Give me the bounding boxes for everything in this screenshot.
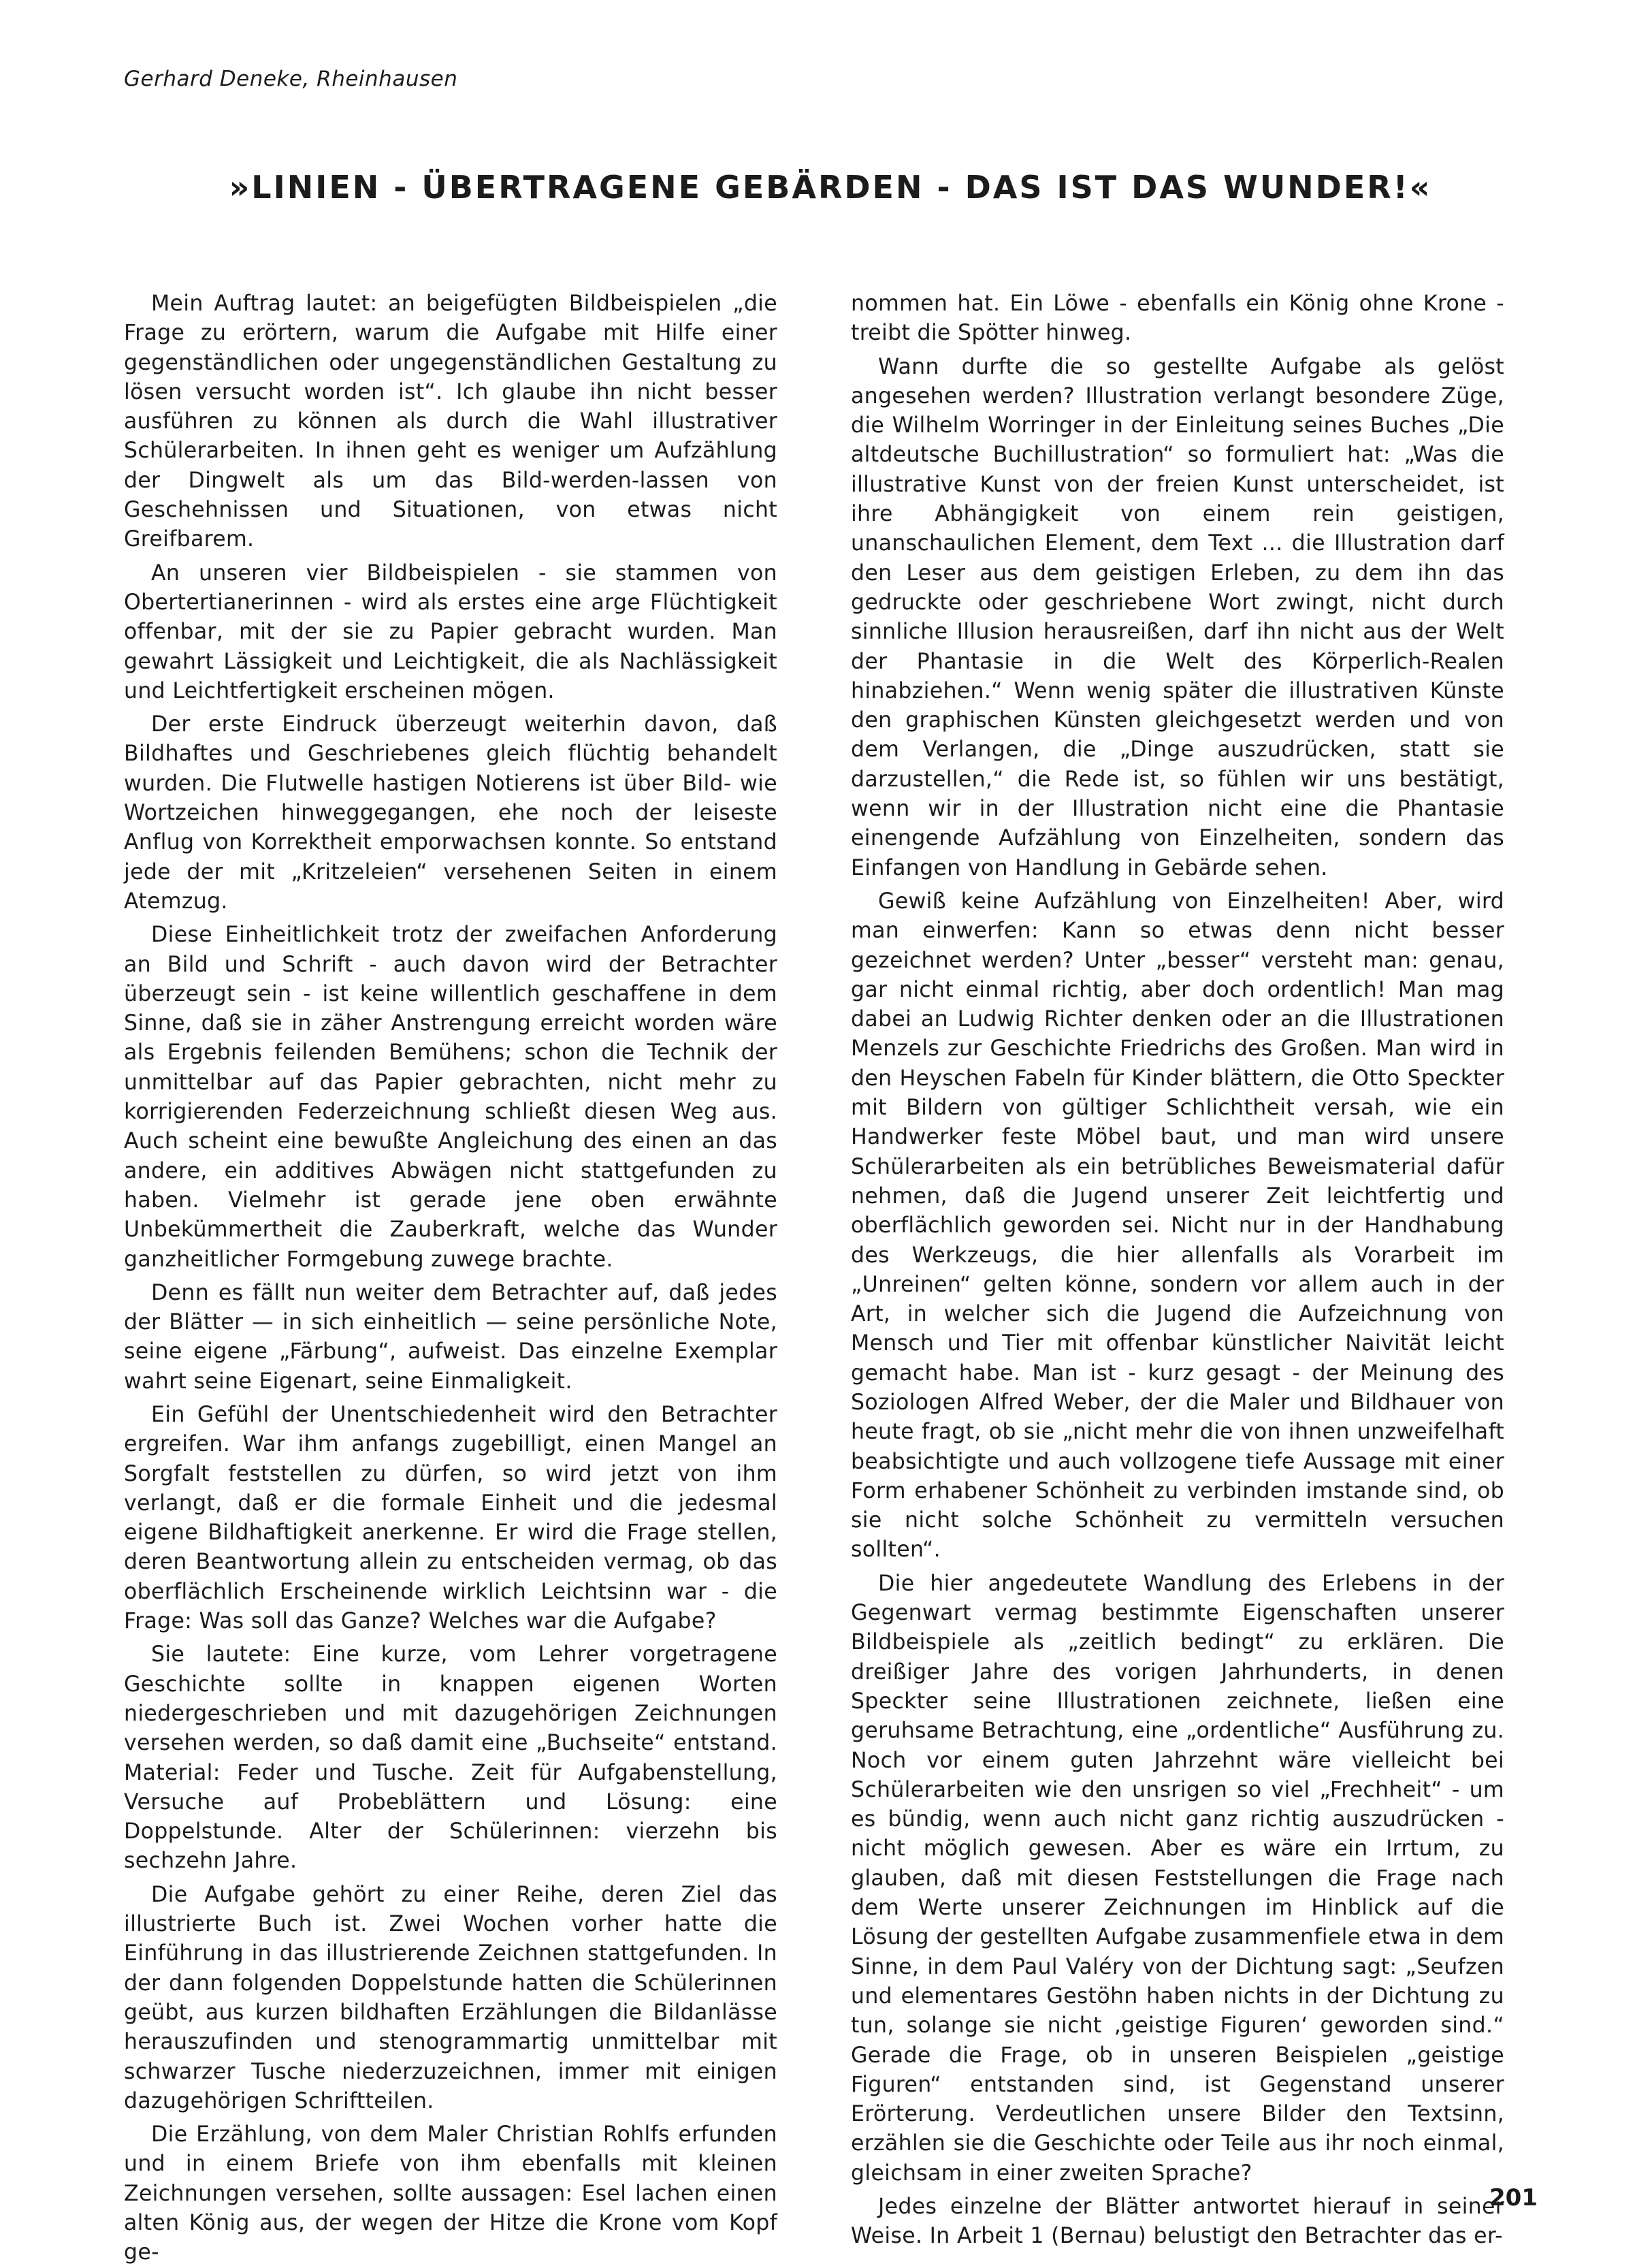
paragraph: Diese Einheitlichkeit trotz der zweifachen Anforderung an Bild und Schrift - auch davon wird der Betrachter überzeugt sein - ist keine willentlich geschaffene in dem Sinne, daß sie in zäher Anstrengung erreicht worden wäre als Ergebnis feilenden Bemühens; schon die Technik der unmittelbar auf das Papier gebrachten, nicht mehr zu korrigierenden Federzeichnung schließt diesen Weg aus. Auch scheint eine bewußte Angleichung des einen an das andere, ein additives Abwägen nicht stattgefunden zu haben. Vielmehr ist gerade jene oben erwähnte Unbekümmertheit die Zauberkraft, welche das Wunder ganzheitlicher Formgebung zuwege brachte.	[124, 923, 777, 1272]
paragraph: Gewiß keine Aufzählung von Einzelheiten! Aber, wird man einwerfen: Kann so etwas denn nicht besser gezeichnet werden? Unter „besser“ versteht man: genau, gar nicht einmal richtig, aber doch ordentlich! Man mag dabei an Ludwig Richter denken oder an die Illustrationen Menzels zur Geschichte Friedrichs des Großen. Man wird in den Heyschen Fabeln für Kinder blättern, die Otto Speckter mit Bildern von gültiger Schlichtheit versah, wie ein Handwerker feste Möbel baut, und man wird unsere Schülerarbeiten als ein betrübliches Beweismaterial dafür nehmen, daß die Jugend unserer Zeit leichtfertig und oberflächlich geworden sei. Nicht nur in der Handhabung des Werkzeugs, die hier allenfalls als Vorarbeit im „Unreinen“ gelten könne, sondern vor allem auch in der Art, in welcher sich die Jugend die Aufzeichnung von Mensch und Tier mit offenbar künstlicher Naivität leicht gemacht habe. Man ist - kurz gesagt - der Meinung des Soziologen Alfred Weber, der die Maler und Bildhauer von heute fragt, ob sie „nicht mehr die von ihnen unzweifelhaft beabsichtigte und auch vollzogene tiefe Aussage mit einer Form erhabener Schönheit zu verbinden imstande sind, ob sie nicht solche Schönheit zu vermitteln versuchen sollten“.	[851, 889, 1504, 1563]
paragraph: An unseren vier Bildbeispielen - sie stammen von Obertertianerinnen - wird als erstes eine arge Flüchtigkeit offenbar, mit der sie zu Papier gebracht wurden. Man gewahrt Lässigkeit und Leichtigkeit, die als Nachlässigkeit und Leichtfertigkeit erscheinen mögen.	[124, 560, 777, 703]
article-title: »LINIEN - ÜBERTRAGENE GEBÄRDEN - DAS IST DAS WUNDER!«	[229, 169, 1432, 206]
paragraph: Die Erzählung, von dem Maler Christian Rohlfs erfunden und in einem Briefe von ihm ebenfalls mit kleinen Zeichnungen versehen, sollte aussagen: Esel lachen einen alten König aus, der wegen der Hitze die Krone vom Kopf ge-	[124, 2122, 777, 2265]
paragraph-continued: nommen hat. Ein Löwe - ebenfalls ein König ohne Krone - treibt die Spötter hinweg.	[851, 291, 1504, 346]
paragraph: Die Aufgabe gehört zu einer Reihe, deren Ziel das illustrierte Buch ist. Zwei Wochen vorher hatte die Einführung in das illustrierende Zeichnen stattgefunden. In der dann folgenden Doppelstunde hatten die Schülerinnen geübt, aus kurzen bildhaften Erzählungen die Bildanlässe herauszufinden und stenogrammartig unmittelbar mit schwarzer Tusche niederzuzeichnen, immer mit einigen dazugehörigen Schriftteilen.	[124, 1882, 777, 2113]
paragraph: Denn es fällt nun weiter dem Betrachter auf, daß jedes der Blätter — in sich einheitlich — seine persönliche Note, seine eigene „Färbung“, aufweist. Das einzelne Exemplar wahrt seine Eigenart, seine Einmaligkeit.	[124, 1280, 777, 1394]
paragraph: Ein Gefühl der Unentschiedenheit wird den Betrachter ergreifen. War ihm anfangs zugebilligt, einen Mangel an Sorgfalt feststellen zu dürfen, so wird jetzt von ihm verlangt, daß er die formale Einheit und die jedesmal eigene Bildhaftigkeit anerkenne. Er wird die Frage stellen, deren Beantwortung allein zu entscheiden vermag, ob das oberflächlich Erscheinende wirklich Leichtsinn war - die Frage: Was soll das Ganze? Welches war die Aufgabe?	[124, 1402, 777, 1634]
paragraph: Die hier angedeutete Wandlung des Erlebens in der Gegenwart vermag bestimmte Eigenschaften unserer Bildbeispiele als „zeitlich bedingt“ zu erklären. Die dreißiger Jahre des vorigen Jahrhunderts, in denen Speckter seine Illustrationen zeichnete, ließen eine geruhsame Betrachtung, eine „ordentliche“ Ausführung zu. Noch vor einem guten Jahrzehnt wäre vielleicht bei Schülerarbeiten wie den unsrigen so viel „Frechheit“ - um es bündig, wenn auch nicht ganz richtig auszudrücken - nicht möglich gewesen. Aber es wäre ein Irrtum, zu glauben, daß mit diesen Feststellungen die Frage nach dem Werte unserer Zeichnungen im Hinblick auf die Lösung der gestellten Aufgabe zusammenfiele etwa in dem Sinne, in dem Paul Valéry von der Dichtung sagt: „Seufzen und elementares Gestöhn haben nichts in der Dichtung zu tun, solange sie nicht ‚geistige Figuren‘ geworden sind.“ Gerade die Frage, ob in unseren Beispielen „geistige Figuren“ entstanden sind, ist Gegenstand unserer Erörterung. Verdeutlichen unsere Bilder den Textsinn, erzählen sie die Geschichte oder Teile aus ihr noch einmal, gleichsam in einer zweiten Sprache?	[851, 1571, 1504, 2186]
author-line: Gerhard Deneke, Rheinhausen	[124, 67, 458, 91]
right-column	[851, 289, 1504, 2249]
page-number: 201	[1489, 2184, 1538, 2211]
left-column	[124, 289, 777, 2265]
paragraph: Mein Auftrag lautet: an beigefügten Bildbeispielen „die Frage zu erörtern, warum die Aufgabe mit Hilfe einer gegenständlichen oder ungegenständlichen Gestaltung zu lösen versucht worden ist“. Ich glaube ihn nicht besser ausführen zu können als durch die Wahl illustrativer Schülerarbeiten. In ihnen geht es weniger um Aufzählung der Dingwelt als um das Bild-werden-lassen von Geschehnissen und Situationen, von etwas nicht Greifbarem.	[124, 291, 777, 552]
paragraph: Der erste Eindruck überzeugt weiterhin davon, daß Bildhaftes und Geschriebenes gleich flüchtig behandelt wurden. Die Flutwelle hastigen Notierens ist über Bild- wie Wortzeichen hinweggegangen, ehe noch der leiseste Anflug von Korrektheit emporwachsen konnte. So entstand jede der mit „Kritzeleien“ versehenen Seiten in einem Atemzug.	[124, 712, 777, 914]
paragraph: Jedes einzelne der Blätter antwortet hierauf in seiner Weise. In Arbeit 1 (Bernau) belustigt den Betrachter das er-	[851, 2194, 1504, 2249]
paragraph: Wann durfte die so gestellte Aufgabe als gelöst angesehen werden? Illustration verlangt besondere Züge, die Wilhelm Worringer in der Einleitung seines Buches „Die altdeutsche Buchillustration“ so formuliert hat: „Was die illustrative Kunst von der freien Kunst unterscheidet, ist ihre Abhängigkeit von einem rein geistigen, unanschaulichen Element, dem Text ... die Illustration darf den Leser aus dem geistigen Erleben, zu dem ihn das gedruckte oder geschriebene Wort zwingt, nicht durch sinnliche Illusion herausreißen, darf ihn nicht aus der Welt der Phantasie in die Welt des Körperlich-Realen hinabziehen.“ Wenn wenig später die illustrativen Künste den graphischen Künsten gleichgesetzt werden und von dem Verlangen, die „Dinge auszudrücken, statt sie darzustellen,“ die Rede ist, so fühlen wir uns bestätigt, wenn wir in der Illustration nicht eine die Phantasie einengende Aufzählung von Einzelheiten, sondern das Einfangen von Handlung in Gebärde sehen.	[851, 354, 1504, 880]
paragraph: Sie lautete: Eine kurze, vom Lehrer vorgetragene Geschichte sollte in knappen eigenen Worten niedergeschrieben und mit dazugehörigen Zeichnungen versehen werden, so daß damit eine „Buchseite“ entstand. Material: Feder und Tusche. Zeit für Aufgabenstellung, Versuche auf Probeblättern und Lösung: eine Doppelstunde. Alter der Schülerinnen: vierzehn bis sechzehn Jahre.	[124, 1642, 777, 1874]
